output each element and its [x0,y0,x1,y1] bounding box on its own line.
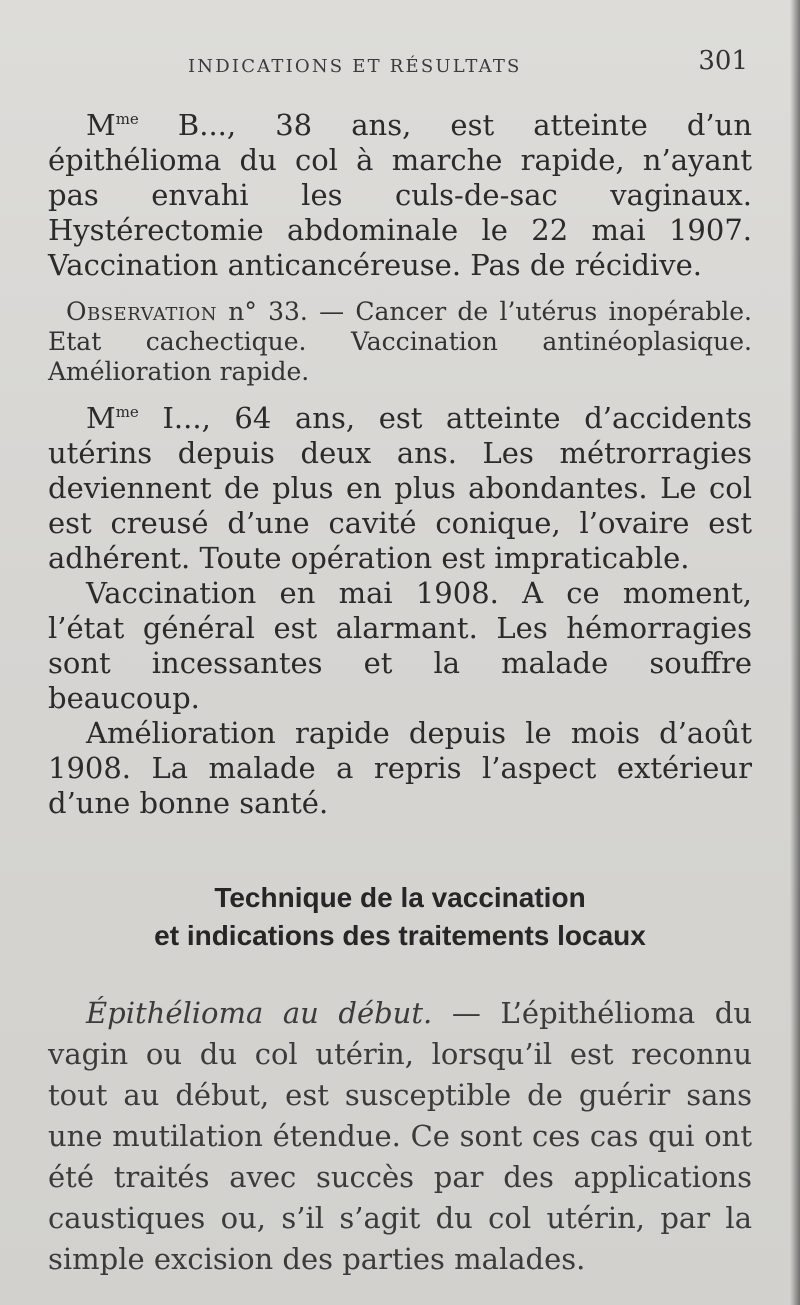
section-title-line-2: et indications des traitements locaux [154,920,646,951]
closing-paragraph [48,993,752,1280]
running-head: INDICATIONS ET RÉSULTATS [188,56,522,77]
observation-number: n° 33. [228,297,308,326]
closing-text: — L’épithélioma du vagin ou du col utérin, lorsqu’il est reconnu tout au début, est susceptible de guérir sans une mutilation étendue. Ce sont ces cas qui ont été traités avec succès par des applications caustiques ou, s’il s’agit du col utérin, par la simple excision des parties malades. [48,996,753,1276]
case-i-improvement-paragraph: Amélioration rapide depuis le mois d’août 1908. La malade a repris l’aspect extérieur d’une bonne santé. [48,716,752,820]
case-i-text: I..., 64 ans, est atteinte d’accidents utérins depuis deux ans. Les métrorragies deviennent de plus en plus abondantes. Le col est creusé d’une cavité conique, l’ovaire est adhérent. Toute opération est impraticable. [48,401,752,575]
case-b-text: B..., 38 ans, est atteinte d’un épithélioma du col à marche rapide, n’ayant pas envahi les culs-de-sac vaginaux. Hystérectomie abdominale le 22 mai 1907. Vaccination anticancéreuse. Pas de récidive. [48,108,752,282]
page-header [50,46,750,86]
closing-italic-lead: Épithélioma au début. [86,996,433,1030]
case-i-title-suffix: me [115,403,139,421]
case-i-vaccination-paragraph: Vaccination en mai 1908. A ce moment, l’état général est alarmant. Les hémorragies sont incessantes et la malade souffre beaucoup. [48,576,752,715]
observation-33 [48,297,752,387]
case-b-title-suffix: me [115,110,139,128]
case-paragraph-b [48,108,752,283]
section-title-line-1: Technique de la vaccination [214,882,586,913]
case-paragraph-i [48,401,752,576]
observation-text: — Cancer de l’utérus inopérable. Etat cachectique. Vaccination antinéoplasique. Amélioration rapide. [48,297,752,386]
observation-label: Observation [66,297,218,326]
case-i-lead: M [86,401,116,435]
section-title [48,879,752,955]
case-b-lead: M [86,108,116,142]
page-number: 301 [698,46,748,76]
page-body [48,108,752,1280]
